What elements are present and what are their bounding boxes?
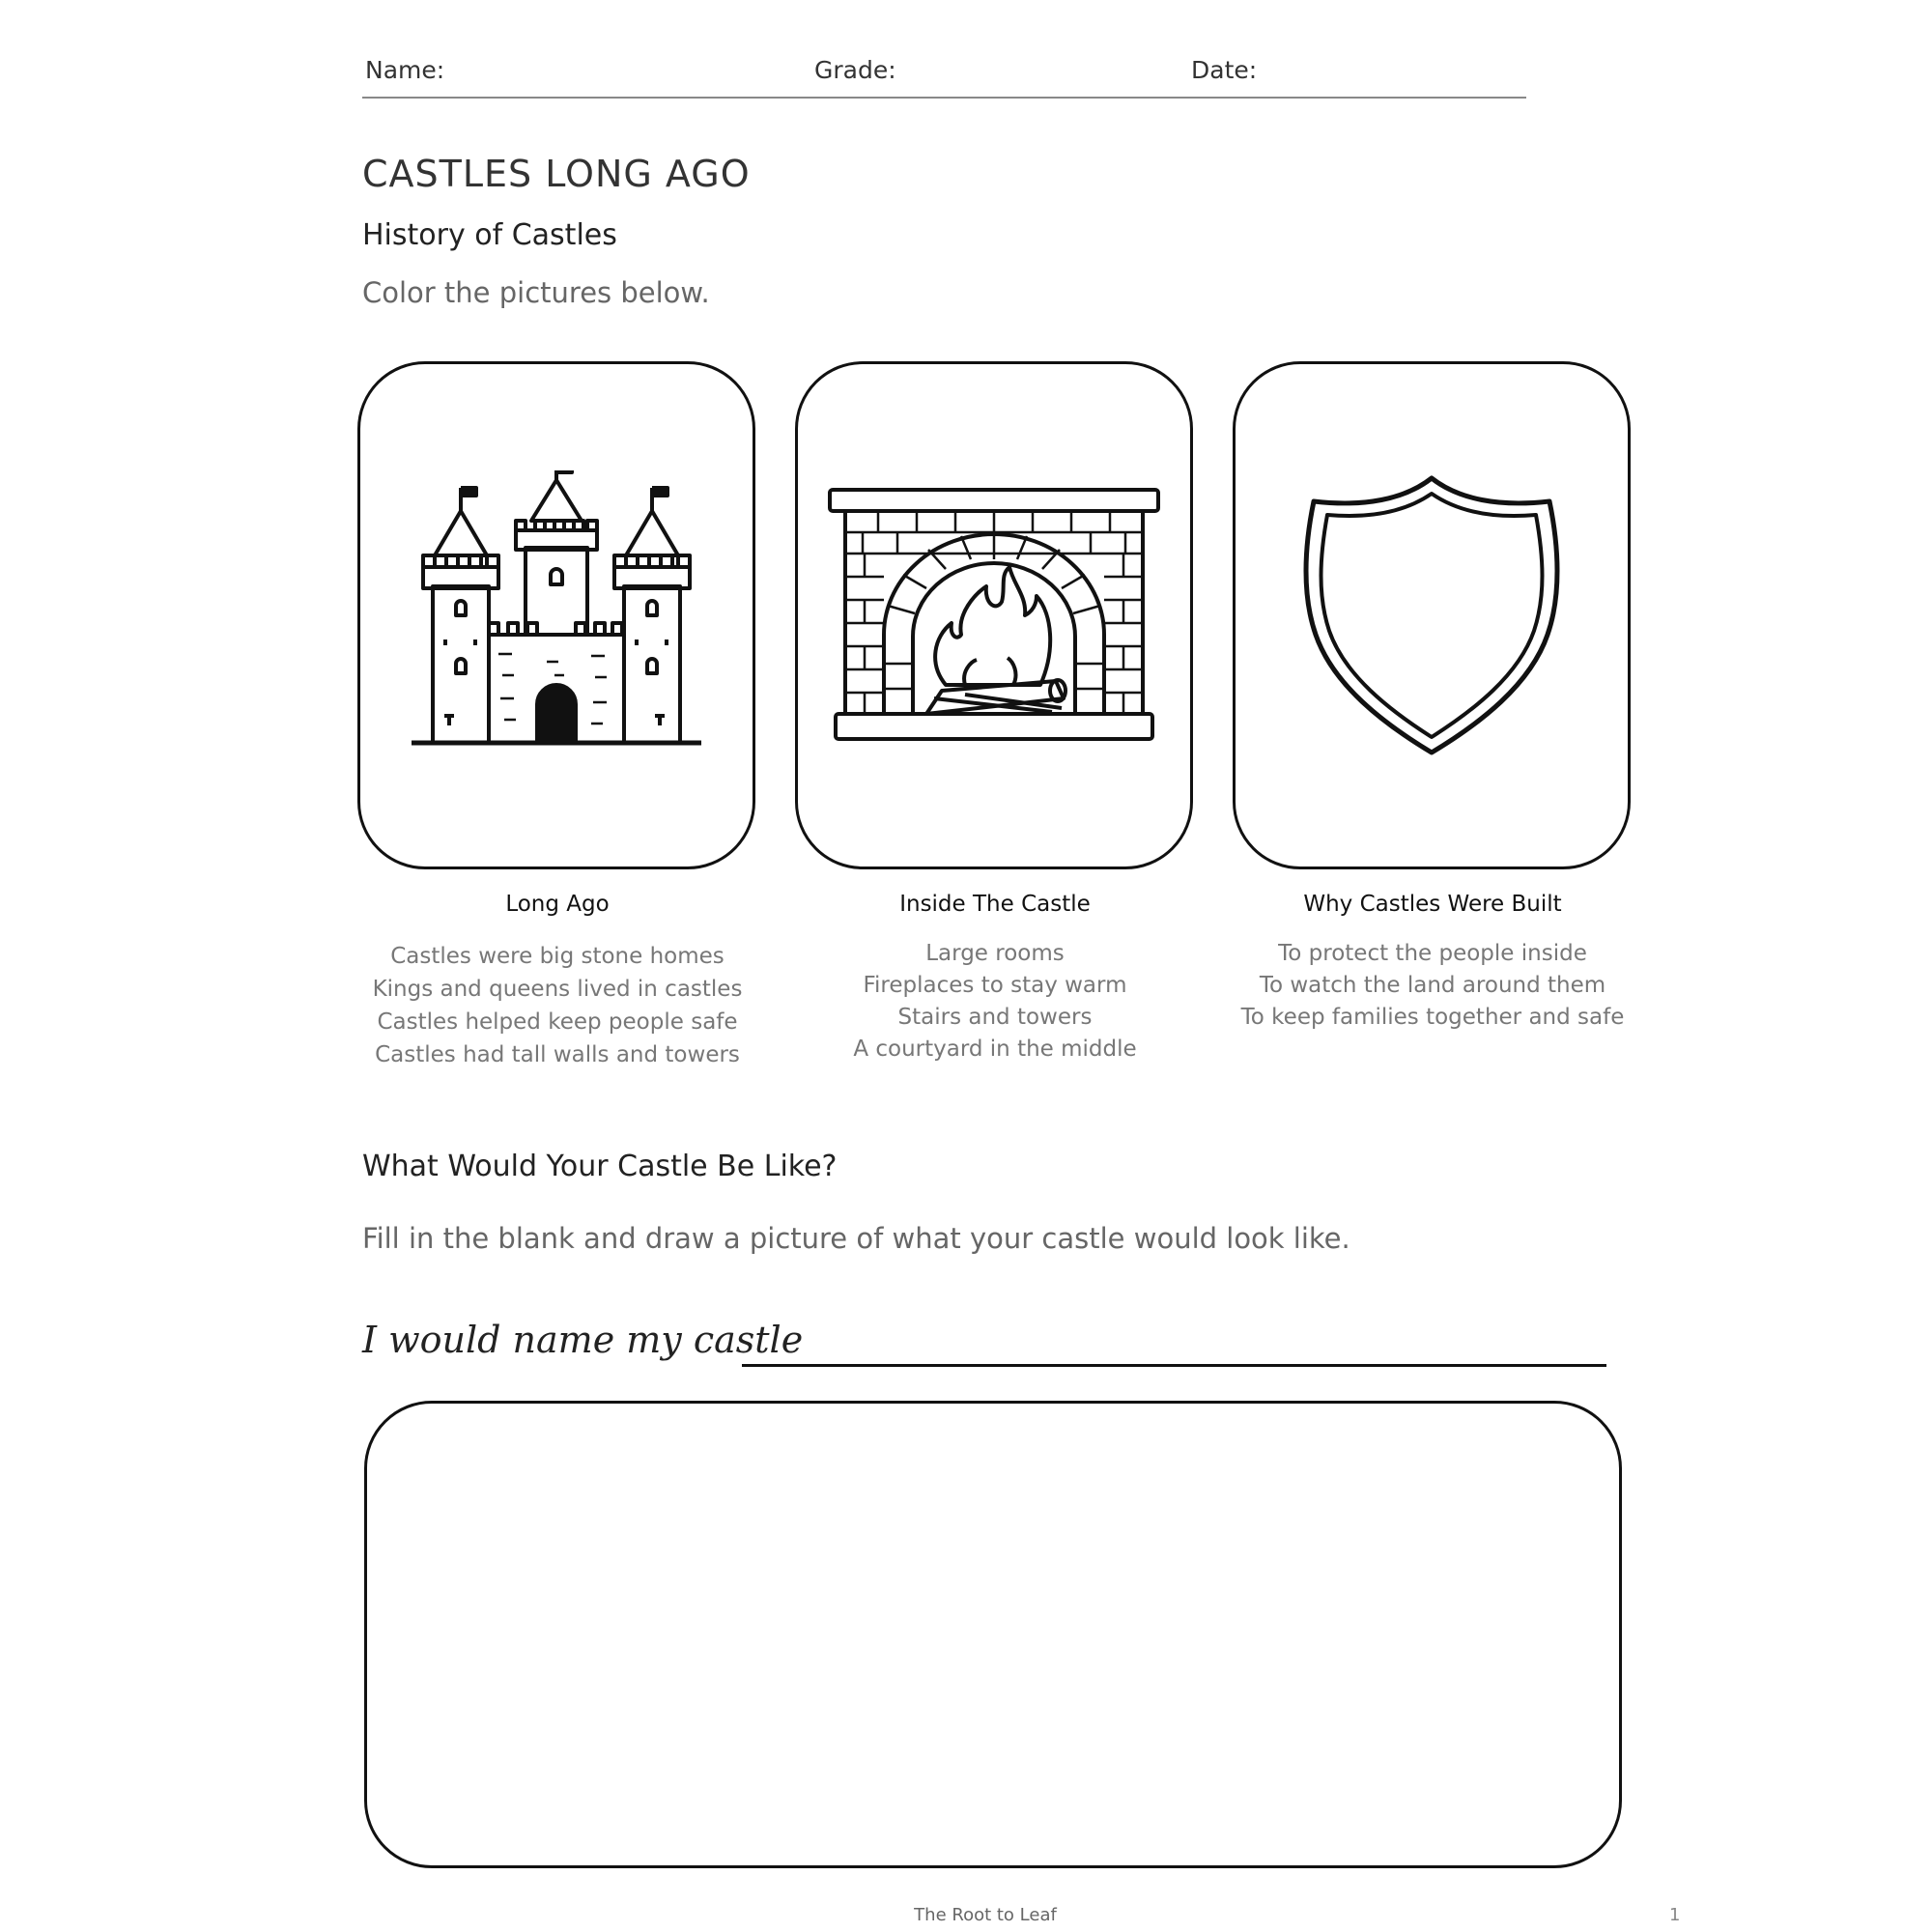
castle-name-prompt: I would name my castle <box>362 1319 804 1361</box>
date-label: Date: <box>1191 56 1258 84</box>
instruction-text: Color the pictures below. <box>362 276 710 309</box>
card-long-ago <box>357 361 755 869</box>
list-item: Fireplaces to stay warm <box>863 973 1127 998</box>
description-why-castles-were-built <box>1210 938 1655 1034</box>
section-instruction: Fill in the blank and draw a picture of what your castle would look like. <box>362 1222 1350 1255</box>
castle-icon <box>402 470 711 760</box>
list-item: Castles were big stone homes <box>390 944 724 969</box>
list-item: Stairs and towers <box>897 1005 1093 1030</box>
caption-long-ago: Long Ago <box>505 892 610 917</box>
section-heading: What Would Your Castle Be Like? <box>362 1150 838 1183</box>
list-item: Castles had tall walls and towers <box>375 1042 740 1067</box>
description-inside-the-castle <box>773 938 1217 1065</box>
list-item: To keep families together and safe <box>1240 1005 1625 1030</box>
list-item: Kings and queens lived in castles <box>372 977 743 1002</box>
caption-why-castles-were-built: Why Castles Were Built <box>1303 892 1562 917</box>
list-item: A courtyard in the middle <box>853 1037 1137 1062</box>
header-rule <box>362 97 1526 99</box>
list-item: To watch the land around them <box>1259 973 1606 998</box>
list-item: To protect the people inside <box>1278 941 1587 966</box>
drawing-box[interactable] <box>364 1401 1622 1868</box>
card-inside-the-castle <box>795 361 1193 869</box>
description-long-ago <box>335 940 780 1071</box>
list-item: Castles helped keep people safe <box>377 1009 738 1035</box>
card-why-castles-were-built <box>1233 361 1631 869</box>
grade-label: Grade: <box>814 56 896 84</box>
castle-name-blank[interactable] <box>742 1364 1606 1367</box>
fireplace-icon <box>820 470 1168 760</box>
shield-icon <box>1296 470 1567 760</box>
page-title: CASTLES LONG AGO <box>362 153 751 195</box>
name-label: Name: <box>365 56 445 84</box>
section-title: History of Castles <box>362 218 617 252</box>
caption-inside-the-castle: Inside The Castle <box>899 892 1091 917</box>
footer-text: The Root to Leaf <box>914 1905 1057 1925</box>
list-item: Large rooms <box>925 941 1065 966</box>
page-number: 1 <box>1669 1905 1681 1925</box>
